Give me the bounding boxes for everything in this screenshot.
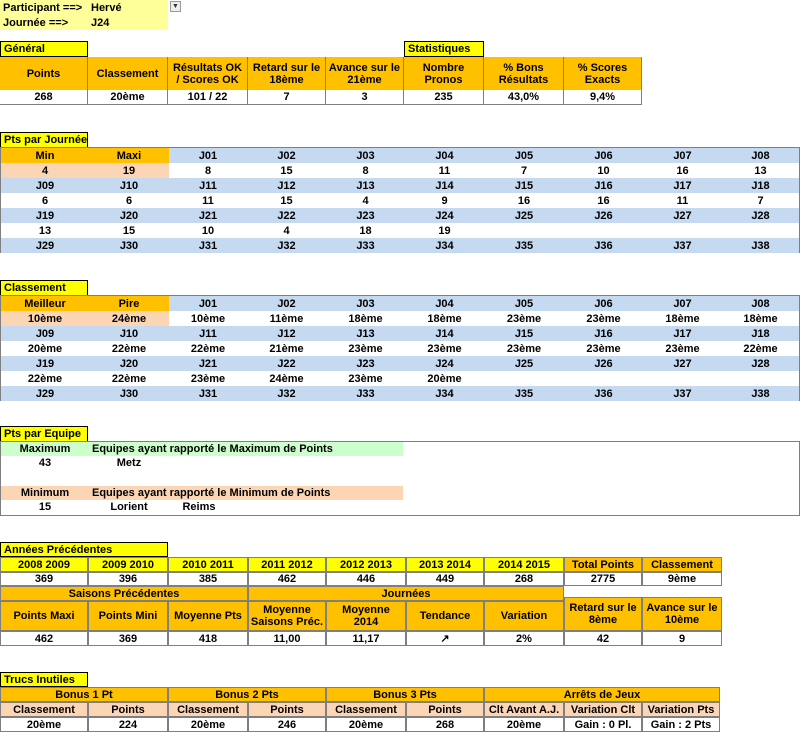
- trucs-group: Bonus 1 Pt: [0, 687, 168, 702]
- annees-title: Années Précédentes: [0, 542, 168, 557]
- ptsj-day-value: 13: [754, 164, 767, 177]
- participant-label: Participant ==>: [0, 0, 88, 15]
- min-label: Minimum: [1, 486, 89, 500]
- clt-day-label: J04: [405, 296, 484, 311]
- ptsj-day-value: 18: [359, 224, 372, 237]
- ptsj-day-label: J12: [247, 178, 326, 193]
- journee-label: Journée ==>: [0, 15, 88, 30]
- journee-value[interactable]: J24: [88, 15, 168, 30]
- ptsj-day-label: J28: [722, 208, 799, 223]
- ptsj-day-label: J06: [564, 148, 643, 163]
- clt-day-label: J18: [722, 326, 799, 341]
- annees-header: 2014 2015: [484, 557, 564, 572]
- saisons-title: Saisons Précédentes: [0, 586, 248, 601]
- annees-value2: 462: [0, 631, 88, 646]
- clt-day-value: 23ème: [665, 342, 700, 355]
- ptsj-day-value: 10: [201, 224, 215, 237]
- general-value: 3: [326, 90, 404, 105]
- trucs-value: 20ème: [326, 717, 406, 732]
- ptsj-worst-value: 19: [89, 163, 169, 178]
- ptsj-day-label: J20: [89, 208, 169, 223]
- clt-day-value: 23ème: [348, 372, 383, 385]
- ptsj-day-label: J11: [169, 178, 247, 193]
- trucs-header: Clt Avant A.J.: [484, 702, 564, 717]
- clt-day-label: J24: [405, 356, 484, 371]
- clt-day-value: 23ème: [506, 312, 542, 325]
- ptsj-day-value: [643, 223, 722, 238]
- min-team: Lorient: [110, 501, 148, 513]
- trucs-value: 246: [248, 717, 326, 732]
- general-header: Retard sur le 18ème: [248, 57, 326, 90]
- annees-header: 2009 2010: [88, 557, 168, 572]
- ptsj-day-value: 11: [202, 194, 214, 207]
- clt-day-value: 11ème: [269, 312, 304, 325]
- ptsj-day-label: J13: [326, 178, 405, 193]
- clt-day-label: J19: [1, 356, 89, 371]
- trucs-header: Classement: [326, 702, 406, 717]
- ptsj-day-label: J14: [405, 178, 484, 193]
- clt-day-label: J28: [722, 356, 799, 371]
- trucs-header: Variation Clt: [564, 702, 642, 717]
- annees-header2: Avance sur le 10ème: [642, 597, 722, 631]
- annees-value: 369: [0, 572, 88, 586]
- trucs-title: Trucs Inutiles: [0, 672, 88, 687]
- ptsj-day-label: J36: [564, 238, 643, 253]
- annees-value: 449: [406, 572, 484, 586]
- clt-day-label: J15: [484, 326, 564, 341]
- ptsj-day-label: J32: [247, 238, 326, 253]
- trucs-value: Gain : 0 Pl.: [564, 717, 642, 732]
- clt-day-value: 23ème: [586, 342, 621, 355]
- stats-value: 9,4%: [564, 90, 642, 105]
- annees-value2: 369: [88, 631, 168, 646]
- clt-day-value: 23ème: [190, 372, 226, 385]
- annees-value2: 2%: [484, 631, 564, 646]
- stats-header: % Scores Exacts: [564, 57, 642, 90]
- ptsj-day-value: [722, 223, 799, 238]
- clt-day-label: J35: [484, 386, 564, 401]
- clt-day-value: 21ème: [269, 342, 304, 355]
- annees-value: 9ème: [642, 572, 722, 586]
- ptsj-day-value: 15: [280, 194, 293, 207]
- clt-day-value: 10ème: [190, 312, 226, 325]
- trucs-group: Bonus 2 Pts: [168, 687, 326, 702]
- ptsj-day-label: J08: [722, 148, 799, 163]
- ptsj-day-value: 16: [676, 164, 689, 177]
- ptsj-day-label: J31: [169, 238, 247, 253]
- participant-select[interactable]: Hervé: [88, 0, 168, 15]
- ptsj-day-value: [564, 223, 643, 238]
- ptsj-day-label: J10: [89, 178, 169, 193]
- pts-equipe-title: Pts par Equipe: [0, 426, 88, 442]
- max-value: 43: [38, 457, 52, 469]
- ptsj-day-label: J22: [247, 208, 326, 223]
- clt-day-label: J29: [1, 386, 89, 401]
- annees-header2: Moyenne Saisons Préc.: [248, 601, 326, 631]
- ptsj-day-label: J09: [1, 178, 89, 193]
- ptsj-day-label: J02: [247, 148, 326, 163]
- general-value: 268: [0, 90, 88, 105]
- trucs-value: 20ème: [168, 717, 248, 732]
- clt-day-value: 20ème: [427, 372, 462, 385]
- trucs-header: Classement: [168, 702, 248, 717]
- trucs-header: Points: [88, 702, 168, 717]
- annees-value2: 42: [564, 631, 642, 646]
- clt-day-value: 18ème: [427, 312, 462, 325]
- general-header: Points: [0, 57, 88, 90]
- annees-header: 2011 2012: [248, 557, 326, 572]
- journees-title: Journées: [248, 586, 564, 601]
- clt-day-label: J08: [722, 296, 799, 311]
- min-desc: Equipes ayant rapporté le Minimum de Points: [89, 486, 403, 500]
- trucs-header: Points: [248, 702, 326, 717]
- ptsj-day-label: J24: [405, 208, 484, 223]
- clt-day-value: 24ème: [269, 372, 304, 385]
- clt-day-label: J36: [564, 386, 643, 401]
- clt-day-value: 22ème: [27, 372, 63, 385]
- annees-value2: 11,00: [248, 631, 326, 646]
- ptsj-day-value: 7: [520, 164, 528, 177]
- ptsj-day-value: 4: [362, 194, 369, 207]
- clt-day-label: J06: [564, 296, 643, 311]
- clt-day-label: J23: [326, 356, 405, 371]
- annees-header2: Variation: [484, 601, 564, 631]
- clt-day-label: J31: [169, 386, 247, 401]
- clt-day-label: J10: [89, 326, 169, 341]
- clt-day-value: [564, 371, 643, 386]
- clt-day-value: 23ème: [586, 312, 621, 325]
- ptsj-day-label: J35: [484, 238, 564, 253]
- annees-value: 396: [88, 572, 168, 586]
- annees-value: 462: [248, 572, 326, 586]
- clt-day-label: J02: [247, 296, 326, 311]
- ptsj-day-value: 4: [283, 224, 290, 237]
- annees-value: 385: [168, 572, 248, 586]
- clt-day-value: 22ème: [111, 372, 147, 385]
- clt-day-label: J03: [326, 296, 405, 311]
- annees-header2: Moyenne 2014: [326, 601, 406, 631]
- ptsj-day-label: J34: [405, 238, 484, 253]
- clt-best-label: Meilleur: [1, 296, 89, 311]
- clt-day-label: J30: [89, 386, 169, 401]
- ptsj-day-value: [484, 223, 564, 238]
- max-label: Maximum: [1, 442, 89, 456]
- ptsj-day-label: J16: [564, 178, 643, 193]
- clt-day-value: [643, 371, 722, 386]
- clt-day-label: J12: [247, 326, 326, 341]
- ptsj-day-value: 10: [597, 164, 610, 177]
- ptsj-day-label: J03: [326, 148, 405, 163]
- annees-header: 2012 2013: [326, 557, 406, 572]
- trucs-header: Classement: [0, 702, 88, 717]
- clt-day-value: 18ème: [348, 312, 383, 325]
- annees-value2: 9: [642, 631, 722, 646]
- max-team: Metz: [116, 457, 142, 469]
- annees-value: 446: [326, 572, 406, 586]
- min-value: 15: [38, 501, 52, 513]
- ptsj-day-label: J17: [643, 178, 722, 193]
- ptsj-day-label: J23: [326, 208, 405, 223]
- clt-day-value: 18ème: [665, 312, 700, 325]
- ptsj-day-label: J33: [326, 238, 405, 253]
- clt-worst-label: Pire: [89, 296, 169, 311]
- clt-day-value: 22ème: [111, 342, 147, 355]
- stats-value: 235: [404, 90, 484, 105]
- ptsj-day-label: J21: [169, 208, 247, 223]
- general-title: Général: [0, 41, 88, 57]
- trucs-value: 20ème: [484, 717, 564, 732]
- ptsj-best-label: Min: [1, 148, 89, 163]
- ptsj-day-label: J19: [1, 208, 89, 223]
- ptsj-day-label: J15: [484, 178, 564, 193]
- annees-header: 2008 2009: [0, 557, 88, 572]
- ptsj-day-label: J30: [89, 238, 169, 253]
- clt-day-value: 23ème: [427, 342, 462, 355]
- general-header: Classement: [88, 57, 168, 90]
- statistiques-title: Statistiques: [404, 41, 484, 57]
- annees-header: Classement: [642, 557, 722, 572]
- clt-day-value: 22ème: [743, 342, 778, 355]
- clt-day-label: J22: [247, 356, 326, 371]
- annees-header: 2013 2014: [406, 557, 484, 572]
- ptsj-day-label: J18: [722, 178, 799, 193]
- clt-day-value: 23ème: [348, 342, 383, 355]
- clt-day-label: J17: [643, 326, 722, 341]
- general-value: 7: [248, 90, 326, 105]
- trucs-group: Bonus 3 Pts: [326, 687, 484, 702]
- clt-day-label: J13: [326, 326, 405, 341]
- trucs-value: Gain : 2 Pts: [642, 717, 720, 732]
- clt-day-label: J01: [169, 296, 247, 311]
- ptsj-day-value: 19: [438, 224, 451, 237]
- clt-day-label: J20: [89, 356, 169, 371]
- ptsj-day-label: J37: [643, 238, 722, 253]
- ptsj-day-label: J27: [643, 208, 722, 223]
- annees-header2: Points Mini: [88, 601, 168, 631]
- ptsj-day-value: 6: [41, 194, 49, 207]
- clt-day-label: J38: [722, 386, 799, 401]
- annees-header2: Retard sur le 8ème: [564, 597, 642, 631]
- stats-value: 43,0%: [484, 90, 564, 105]
- ptsj-day-value: 16: [597, 194, 610, 207]
- ptsj-day-label: J26: [564, 208, 643, 223]
- ptsj-day-label: J38: [722, 238, 799, 253]
- clt-day-value: 23ème: [506, 342, 542, 355]
- clt-day-label: J11: [169, 326, 247, 341]
- stats-header: % Bons Résultats: [484, 57, 564, 90]
- ptsj-day-value: 8: [362, 164, 369, 177]
- ptsj-day-value: 15: [122, 224, 136, 237]
- ptsj-day-label: J04: [405, 148, 484, 163]
- clt-day-label: J25: [484, 356, 564, 371]
- clt-day-value: [722, 371, 799, 386]
- clt-day-label: J21: [169, 356, 247, 371]
- clt-day-label: J05: [484, 296, 564, 311]
- clt-day-label: J16: [564, 326, 643, 341]
- ptsj-day-label: J01: [169, 148, 247, 163]
- trucs-header: Points: [406, 702, 484, 717]
- ptsj-day-value: 9: [441, 194, 448, 207]
- trucs-value: 20ème: [0, 717, 88, 732]
- classement-title: Classement: [0, 280, 88, 296]
- clt-day-label: J09: [1, 326, 89, 341]
- ptsj-day-label: J29: [1, 238, 89, 253]
- ptsj-day-value: 11: [438, 164, 451, 177]
- clt-day-value: [484, 371, 564, 386]
- ptsj-day-value: 8: [204, 164, 212, 177]
- annees-header: Total Points: [564, 557, 642, 572]
- clt-day-value: 22ème: [190, 342, 226, 355]
- annees-header2: Tendance: [406, 601, 484, 631]
- clt-day-value: 20ème: [27, 342, 63, 355]
- min-team: Reims: [182, 501, 216, 513]
- chevron-down-icon[interactable]: ▼: [170, 1, 181, 12]
- ptsj-day-value: 15: [280, 164, 293, 177]
- ptsj-day-label: J07: [643, 148, 722, 163]
- annees-header2: Points Maxi: [0, 601, 88, 631]
- annees-value2: 11,17: [326, 631, 406, 646]
- trucs-group: Arrêts de Jeux: [484, 687, 720, 702]
- ptsj-day-value: 11: [676, 194, 689, 207]
- stats-header: Nombre Pronos: [404, 57, 484, 90]
- clt-day-label: J32: [247, 386, 326, 401]
- clt-day-label: J34: [405, 386, 484, 401]
- general-header: Résultats OK / Scores OK: [168, 57, 248, 90]
- clt-day-label: J33: [326, 386, 405, 401]
- trucs-value: 268: [406, 717, 484, 732]
- pts-journee-title: Pts par Journée: [0, 132, 88, 148]
- ptsj-worst-label: Maxi: [89, 148, 169, 163]
- clt-best-value: 10ème: [1, 311, 89, 326]
- annees-value2: 418: [168, 631, 248, 646]
- general-value: 20ème: [88, 90, 168, 105]
- clt-day-label: J14: [405, 326, 484, 341]
- ptsj-best-value: 4: [1, 163, 89, 178]
- clt-worst-value: 24ème: [89, 311, 169, 326]
- ptsj-day-value: 6: [125, 194, 133, 207]
- clt-day-label: J37: [643, 386, 722, 401]
- ptsj-day-value: 13: [38, 224, 52, 237]
- annees-header2: Moyenne Pts: [168, 601, 248, 631]
- clt-day-label: J07: [643, 296, 722, 311]
- ptsj-day-label: J25: [484, 208, 564, 223]
- clt-day-label: J26: [564, 356, 643, 371]
- trucs-value: 224: [88, 717, 168, 732]
- clt-day-label: J27: [643, 356, 722, 371]
- trucs-header: Variation Pts: [642, 702, 720, 717]
- ptsj-day-value: 7: [757, 194, 764, 207]
- annees-value: 2775: [564, 572, 642, 586]
- ptsj-day-label: J05: [484, 148, 564, 163]
- annees-header: 2010 2011: [168, 557, 248, 572]
- annees-value2: ↗: [406, 631, 484, 646]
- general-value: 101 / 22: [168, 90, 248, 105]
- annees-value: 268: [484, 572, 564, 586]
- ptsj-day-value: 16: [517, 194, 531, 207]
- max-desc: Equipes ayant rapporté le Maximum de Points: [89, 442, 403, 456]
- clt-day-value: 18ème: [743, 312, 778, 325]
- general-header: Avance sur le 21ème: [326, 57, 404, 90]
